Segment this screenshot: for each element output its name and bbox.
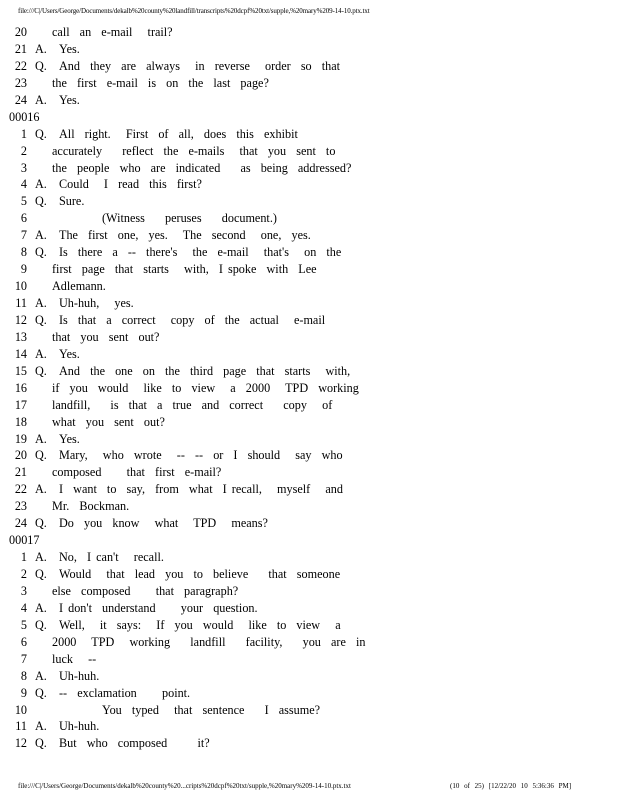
- line-text: else composed that paragraph?: [52, 583, 239, 598]
- transcript-line: [9, 143, 609, 160]
- footer-page-info: (10 of 25) [12/22/20 10 5:36:36 PM]: [450, 782, 572, 790]
- speaker-label: A.: [35, 482, 47, 497]
- page-marker: [9, 532, 609, 549]
- speaker-label: Q.: [35, 567, 47, 581]
- line-number: 24: [14, 516, 27, 531]
- line-number: 16: [14, 380, 27, 395]
- line-text: Well, it says: If you would like to view a: [59, 617, 341, 632]
- line-text: Do you know what TPD means?: [59, 516, 268, 531]
- line-text: the people who are indicated as being addressed?: [52, 160, 352, 175]
- line-text: And they are always in reverse order so that: [59, 58, 341, 73]
- transcript-line: [9, 160, 609, 177]
- transcript-line: [9, 363, 609, 380]
- speaker-label: Q.: [35, 448, 47, 463]
- speaker-label: A.: [35, 668, 47, 683]
- speaker-label: Q.: [35, 736, 47, 751]
- line-number: 15: [14, 363, 27, 378]
- transcript-line: [9, 75, 609, 92]
- speaker-label: A.: [35, 550, 47, 565]
- line-number: 20: [14, 25, 27, 39]
- transcript-line: [9, 126, 609, 143]
- speaker-label: Q.: [35, 194, 47, 209]
- line-text: Sure.: [59, 194, 85, 209]
- line-number: 4: [20, 600, 27, 615]
- line-text: composed that first e-mail?: [52, 465, 222, 480]
- transcript-line: [9, 600, 609, 617]
- page-marker-number: 00017: [9, 533, 40, 548]
- line-number: 3: [20, 583, 27, 598]
- line-text: I want to say, from what I recall, myself and: [59, 482, 343, 497]
- line-number: 24: [14, 92, 27, 107]
- transcript-line: [9, 24, 609, 41]
- line-number: 19: [14, 431, 27, 446]
- speaker-label: Q.: [35, 312, 47, 327]
- line-number: 12: [14, 312, 27, 327]
- line-number: 21: [14, 465, 27, 480]
- line-text: landfill, is that a true and correct copy of: [52, 397, 333, 412]
- line-text: I don't understand your question.: [59, 600, 258, 615]
- transcript-line: [9, 92, 609, 109]
- transcript-line: [9, 431, 609, 448]
- line-number: 2: [20, 567, 27, 581]
- transcript-line: [9, 515, 609, 532]
- line-text: The first one, yes. The second one, yes.: [59, 228, 311, 243]
- line-number: 5: [20, 617, 27, 632]
- transcript-body: [9, 24, 609, 752]
- transcript-line: [9, 176, 609, 193]
- transcript-line: [9, 447, 609, 464]
- line-number: 7: [20, 228, 27, 243]
- line-text: Could I read this first?: [59, 177, 202, 192]
- line-number: 9: [20, 262, 27, 277]
- line-text: Would that lead you to believe that someone: [59, 567, 341, 581]
- line-number: 10: [14, 702, 27, 717]
- transcript-line: [9, 414, 609, 431]
- line-text: No, I can't recall.: [59, 550, 164, 565]
- line-text: Yes.: [59, 431, 80, 446]
- transcript-line: [9, 380, 609, 397]
- speaker-label: Q.: [35, 685, 47, 700]
- transcript-line: [9, 58, 609, 75]
- transcript-line: [9, 735, 609, 752]
- transcript-line: [9, 668, 609, 685]
- line-text: Adlemann.: [52, 279, 106, 294]
- speaker-label: A.: [35, 431, 47, 446]
- transcript-line: [9, 702, 609, 719]
- transcript-line: [9, 210, 609, 227]
- line-number: 23: [14, 499, 27, 514]
- footer-file-path: file:///C|/Users/George/Documents/dekalb%20county%20...cripts%20dcpf%20txt/supple,%20mary%209-14-10.ptx.txt: [18, 782, 351, 790]
- line-number: 3: [20, 160, 27, 175]
- transcript-line: [9, 244, 609, 261]
- line-number: 6: [20, 634, 27, 649]
- transcript-line: [9, 498, 609, 515]
- speaker-label: Q.: [35, 617, 47, 632]
- speaker-label: A.: [35, 92, 47, 107]
- line-number: 11: [15, 719, 27, 734]
- transcript-line: [9, 397, 609, 414]
- line-text: (Witness peruses document.): [102, 211, 277, 226]
- line-number: 10: [14, 279, 27, 294]
- line-number: 8: [20, 245, 27, 260]
- line-number: 2: [20, 143, 27, 158]
- line-text: Uh-huh.: [59, 668, 100, 683]
- line-number: 4: [20, 177, 27, 192]
- transcript-line: [9, 193, 609, 210]
- speaker-label: A.: [35, 177, 47, 192]
- line-number: 12: [14, 736, 27, 751]
- transcript-line: [9, 295, 609, 312]
- line-text: Mary, who wrote -- -- or I should say who: [59, 448, 343, 463]
- line-text: All right. First of all, does this exhibit: [59, 126, 298, 141]
- speaker-label: Q.: [35, 58, 47, 73]
- transcript-line: [9, 312, 609, 329]
- line-text: Yes.: [59, 41, 80, 56]
- line-number: 17: [14, 397, 27, 412]
- transcript-line: [9, 227, 609, 244]
- line-text: -- exclamation point.: [59, 685, 191, 700]
- line-number: 1: [20, 550, 27, 565]
- line-text: Mr. Bockman.: [52, 499, 130, 514]
- line-number: 13: [14, 329, 27, 344]
- transcript-line: [9, 566, 609, 583]
- file-path-header: file:///C|/Users/George/Documents/dekalb%20county%20landfill/transcripts%20dcpf%20txt/supple,%20mary%209-14-10.ptx.txt: [18, 7, 370, 15]
- transcript-line: [9, 685, 609, 702]
- line-number: 22: [14, 482, 27, 497]
- line-number: 9: [20, 685, 27, 700]
- line-text: But who composed it?: [59, 736, 210, 751]
- transcript-line: [9, 41, 609, 58]
- line-text: Uh-huh.: [59, 719, 100, 734]
- line-number: 8: [20, 668, 27, 683]
- line-text: And the one on the third page that starts with,: [59, 363, 351, 378]
- speaker-label: Q.: [35, 516, 47, 531]
- line-number: 22: [14, 58, 27, 73]
- speaker-label: A.: [35, 41, 47, 56]
- transcript-line: [9, 346, 609, 363]
- transcript-line: [9, 464, 609, 481]
- line-number: 6: [20, 211, 27, 226]
- speaker-label: A.: [35, 346, 47, 361]
- transcript-line: [9, 718, 609, 735]
- speaker-label: A.: [35, 600, 47, 615]
- page-marker: [9, 109, 609, 126]
- line-number: 5: [20, 194, 27, 209]
- speaker-label: A.: [35, 719, 47, 734]
- line-number: 18: [14, 414, 27, 429]
- speaker-label: Q.: [35, 363, 47, 378]
- transcript-line: [9, 634, 609, 651]
- line-text: if you would like to view a 2000 TPD working: [52, 380, 359, 395]
- transcript-line: [9, 329, 609, 346]
- line-number: 20: [14, 448, 27, 463]
- speaker-label: A.: [35, 228, 47, 243]
- line-number: 1: [20, 126, 27, 141]
- line-text: Uh-huh, yes.: [59, 296, 134, 310]
- line-text: Yes.: [59, 346, 80, 361]
- line-text: first page that starts with, I spoke with Lee: [52, 262, 317, 277]
- line-number: 14: [14, 346, 27, 361]
- line-text: Is that a correct copy of the actual e-mail: [59, 312, 326, 327]
- transcript-line: [9, 278, 609, 295]
- speaker-label: Q.: [35, 126, 47, 141]
- line-text: what you sent out?: [52, 414, 165, 429]
- transcript-line: [9, 549, 609, 566]
- transcript-line: [9, 617, 609, 634]
- line-text: luck --: [52, 651, 97, 666]
- speaker-label: Q.: [35, 245, 47, 260]
- line-text: Yes.: [59, 92, 80, 107]
- line-number: 21: [14, 41, 27, 56]
- line-text: accurately reflect the e-mails that you sent to: [52, 143, 336, 158]
- transcript-line: [9, 583, 609, 600]
- line-number: 7: [20, 651, 27, 666]
- page-marker-number: 00016: [9, 109, 40, 124]
- line-number: 11: [15, 296, 27, 310]
- line-text: You typed that sentence I assume?: [102, 702, 321, 717]
- line-number: 23: [14, 75, 27, 90]
- transcript-line: [9, 261, 609, 278]
- line-text: that you sent out?: [52, 329, 160, 344]
- transcript-line: [9, 481, 609, 498]
- line-text: 2000 TPD working landfill facility, you are in: [52, 634, 366, 649]
- transcript-line: [9, 651, 609, 668]
- line-text: the first e-mail is on the last page?: [52, 75, 269, 90]
- speaker-label: A.: [35, 296, 47, 310]
- line-text: Is there a -- there's the e-mail that's on the: [59, 245, 342, 260]
- line-text: call an e-mail trail?: [52, 25, 173, 39]
